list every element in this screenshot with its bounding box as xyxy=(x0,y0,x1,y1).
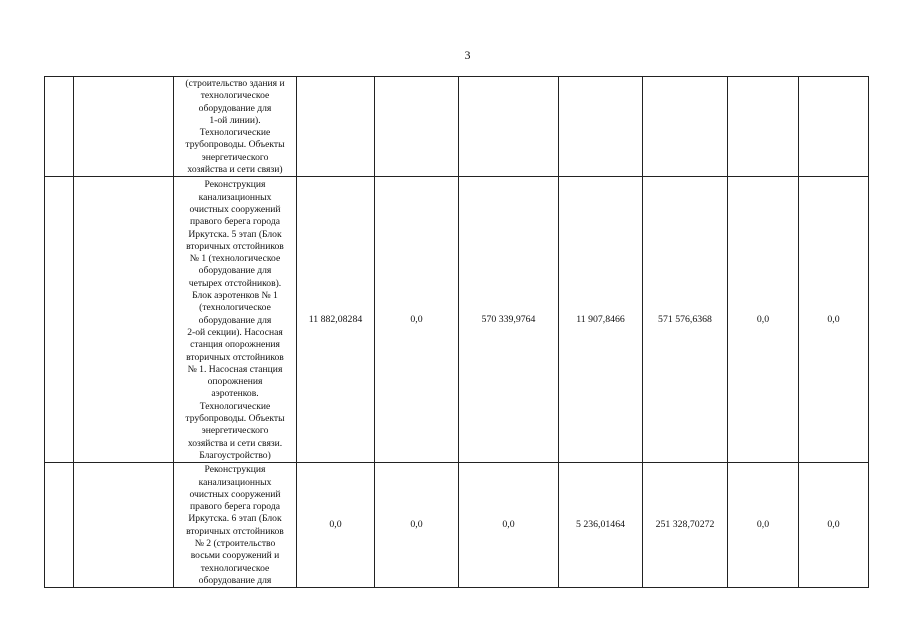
object-code-cell xyxy=(74,177,174,463)
value-text: 0,0 xyxy=(329,519,342,531)
value-text: 11 882,08284 xyxy=(308,313,363,325)
value-text: 0,0 xyxy=(827,519,840,531)
value-cell xyxy=(643,77,728,177)
value-cell xyxy=(799,177,869,463)
value-cell xyxy=(728,177,799,463)
value-text: 0,0 xyxy=(502,519,515,531)
table-row xyxy=(45,77,869,177)
object-description: (строительство здания и технологическое оборудование для 1-ой линии). Технологические трубопроводы. Объекты энергетического хозяйства и сети связи) xyxy=(185,78,285,176)
value-cell xyxy=(375,177,459,463)
value-cell xyxy=(459,77,559,177)
row-number-cell xyxy=(45,77,74,177)
object-code-cell xyxy=(74,77,174,177)
value-cell xyxy=(297,463,375,588)
value-text: 0,0 xyxy=(410,313,423,325)
value-text: 0,0 xyxy=(410,519,423,531)
value-cell xyxy=(643,463,728,588)
value-cell xyxy=(297,177,375,463)
object-description: Реконструкция канализационных очистных сооружений правого берега города Иркутска. 5 этап (Блок вторичных отстойников № 1 (технологическое оборудование для четырех отстойников). Блок аэротенков № 1 (технологическое оборудование для 2-ой секции). Насосная станция опорожнения вторичных отстойников № 1. Насосная станция опорожнения аэротенков. Технологические трубопроводы. Объекты энергетического хозяйства и сети связи. Благоустройство) xyxy=(185,179,285,461)
table-row xyxy=(45,177,869,463)
value-cell xyxy=(559,177,643,463)
value-text: 11 907,8466 xyxy=(576,313,625,325)
row-number-cell xyxy=(45,463,74,588)
object-code-cell xyxy=(74,463,174,588)
row-number-cell xyxy=(45,177,74,463)
value-cell xyxy=(459,463,559,588)
value-cell xyxy=(559,77,643,177)
budget-table xyxy=(44,76,869,588)
value-text: 0,0 xyxy=(756,519,770,531)
value-cell xyxy=(728,463,799,588)
value-cell xyxy=(728,77,799,177)
object-description: Реконструкция канализационных очистных сооружений правого берега города Иркутска. 6 этап (Блок вторичных отстойников № 2 (строительство восьми сооружений и технологическое оборудование для xyxy=(186,464,284,586)
value-text: 0,0 xyxy=(756,313,770,325)
value-cell xyxy=(799,77,869,177)
value-cell xyxy=(559,463,643,588)
value-cell xyxy=(375,77,459,177)
object-description-cell xyxy=(174,177,297,463)
value-cell xyxy=(459,177,559,463)
object-description-cell xyxy=(174,77,297,177)
value-cell xyxy=(643,177,728,463)
value-text: 5 236,01464 xyxy=(576,519,625,531)
table-row xyxy=(45,463,869,588)
object-description-cell xyxy=(174,463,297,588)
value-text: 0,0 xyxy=(827,313,840,325)
value-text: 251 328,70272 xyxy=(655,519,715,531)
value-text: 570 339,9764 xyxy=(481,313,536,325)
value-cell xyxy=(375,463,459,588)
value-cell xyxy=(799,463,869,588)
value-cell xyxy=(297,77,375,177)
page-number: 3 xyxy=(464,48,471,62)
value-text: 571 576,6368 xyxy=(658,313,712,325)
